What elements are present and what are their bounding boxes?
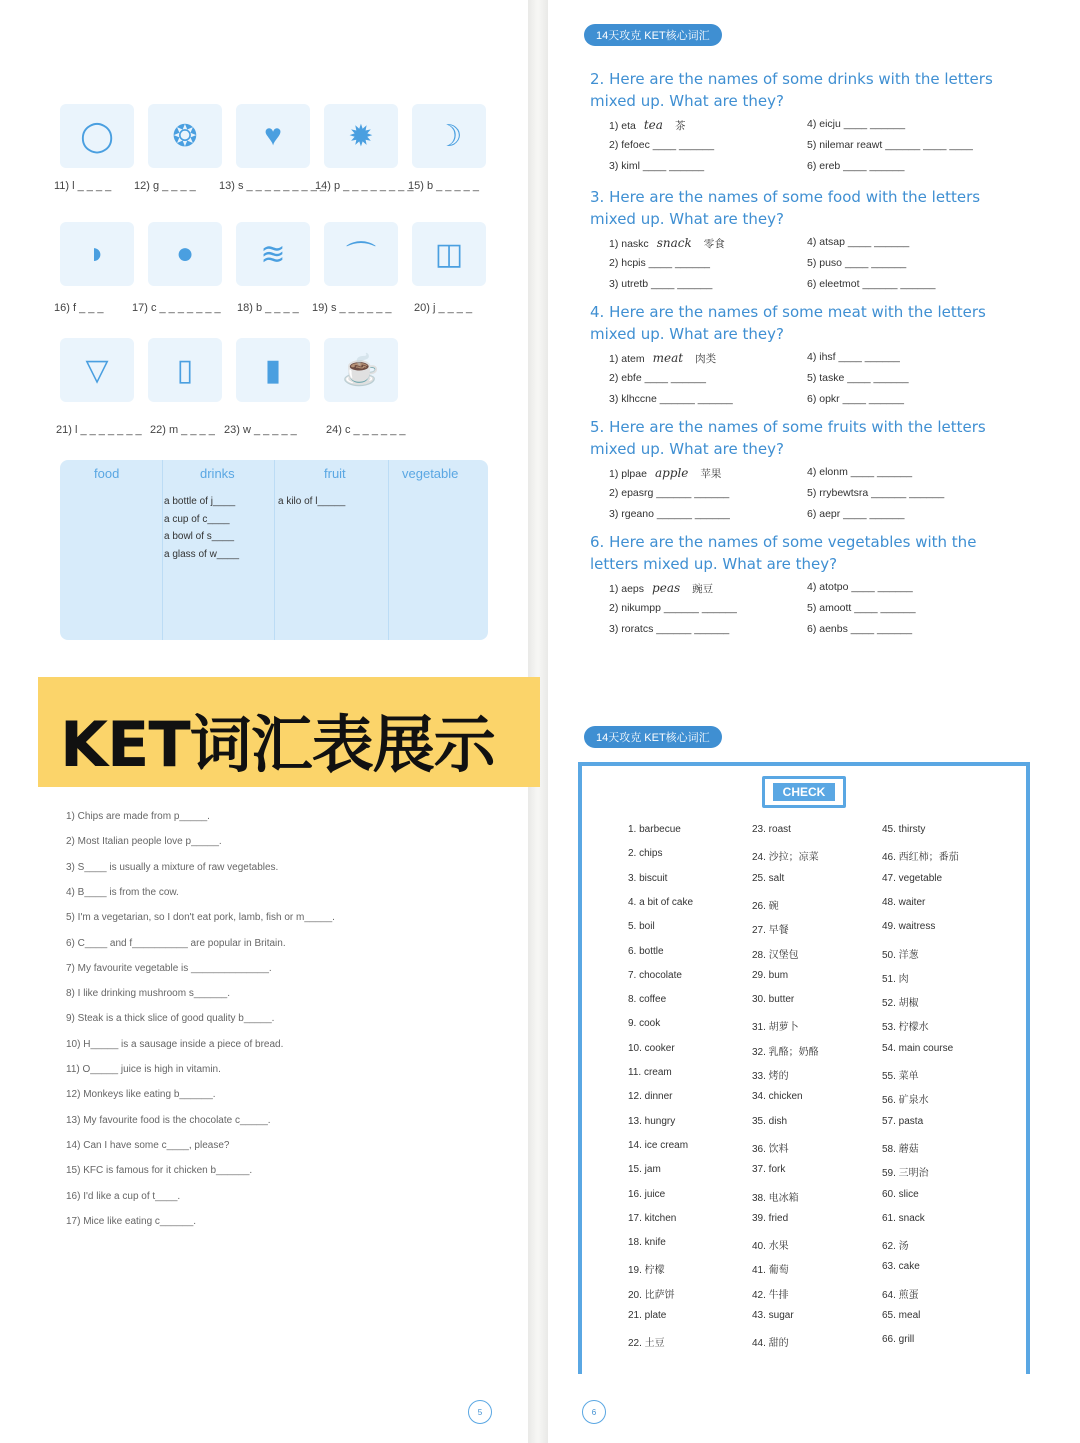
bacon-icon: ≋ [260,237,286,271]
book-banner-2: 14天攻克 KET核心词汇 [584,726,722,748]
pineapple-icon: ✹ [348,119,374,153]
check-word: 65. meal [882,1310,921,1321]
check-word: 16. juice [628,1188,666,1200]
check-word: 41. 葡萄 [752,1265,789,1277]
check-word: 59. 三明治 [882,1168,929,1180]
check-word: 34. chicken [752,1091,803,1103]
check-word: 66. grill [882,1334,915,1346]
picture-box [412,222,486,286]
check-word: 10. cooker [628,1042,675,1054]
example-chinese: 豌豆 [692,583,714,595]
question-item: 3) roratcs ______ ______ [609,623,730,635]
check-word: 18. knife [628,1237,666,1249]
check-word: 51. 肉 [882,973,909,985]
check-word: 23. roast [752,824,791,835]
sentence-item: 2) Most Italian people love p_____. [66,836,222,848]
picture-box [60,104,134,168]
check-word: 29. bum [752,969,789,981]
question-item: 2) fefoec ____ ______ [609,139,715,151]
check-word: 48. waiter [882,896,926,908]
fruit-line: a kilo of l_____ [278,496,346,507]
check-heading [762,776,846,808]
picture-box [236,338,310,402]
picture-label: 22) m _ _ _ _ [150,424,215,436]
check-word: 7. chocolate [628,969,682,981]
picture-label: 15) b _ _ _ _ _ [408,180,479,192]
question-item: 3) klhccne ______ ______ [609,393,733,405]
sentence-item: 14) Can I have some c____, please? [66,1139,230,1151]
check-word: 3. biscuit [628,872,668,884]
drinks-line: a glass of w____ [164,549,240,560]
question-title: 6. Here are the names of some vegetables with the letters mixed up. What are they? [590,533,977,573]
question-item: 4) elonm ____ ______ [807,466,913,478]
header-drinks: drinks [200,466,235,481]
check-word: 52. 胡椒 [882,998,919,1010]
check-word: 60. slice [882,1188,919,1200]
check-word: 56. 矿泉水 [882,1095,929,1107]
check-word: 17. kitchen [628,1212,677,1224]
check-word: 39. fried [752,1212,789,1224]
drinks-line: a cup of c____ [164,514,230,525]
picture-box [324,104,398,168]
sentence-item: 15) KFC is famous for it chicken b______. [66,1165,253,1177]
check-word: 31. 胡萝卜 [752,1022,799,1034]
check-word: 19. 柠檬 [628,1265,665,1277]
water-bottle-icon: ▮ [264,353,282,387]
question-item: 5) puso ____ ______ [807,257,907,269]
question-item: 2) epasrg ______ ______ [609,487,730,499]
question-item: 5) rrybewtsra ______ ______ [807,487,945,499]
category-table [60,460,488,640]
picture-box [412,104,486,168]
question-item: 1) atem meat 肉类 [609,351,717,365]
picture-box [60,338,134,402]
header-fruit: fruit [324,466,346,481]
picture-label: 12) g _ _ _ _ [134,180,196,192]
question-item: 5) amoott ____ ______ [807,602,916,614]
picture-label: 18) b _ _ _ _ [237,302,299,314]
sentence-item: 1) Chips are made from p_____. [66,811,210,822]
check-word: 42. 牛排 [752,1289,789,1301]
check-word: 53. 柠檬水 [882,1022,929,1034]
question-item: 6) aenbs ____ ______ [807,623,913,635]
check-word: 45. thirsty [882,824,926,835]
drinks-line: a bottle of j____ [164,496,236,507]
picture-label: 23) w _ _ _ _ _ [224,424,297,436]
question-item: 4) atotpo ____ ______ [807,581,913,593]
check-word: 46. 西红柿；番茄 [882,852,959,864]
picture-box [324,222,398,286]
picture-label: 14) p _ _ _ _ _ _ _ _ [315,180,414,192]
check-word: 9. cook [628,1018,661,1030]
picture-box [324,338,398,402]
picture-box [60,222,134,286]
question-item: 2) hcpis ____ ______ [609,257,710,269]
page-number: 5 [468,1400,492,1424]
sentence-item: 3) S____ is usually a mixture of raw vegetables. [66,861,279,873]
check-word: 38. 电冰箱 [752,1192,799,1204]
question-item: 3) utretb ____ ______ [609,278,713,290]
check-word: 43. sugar [752,1310,794,1321]
sentence-item: 16) I'd like a cup of t____. [66,1190,181,1202]
sentence-item: 4) B____ is from the cow. [66,886,179,898]
check-word: 25. salt [752,872,785,884]
sentence-item: 10) H_____ is a sausage inside a piece of bread. [66,1038,284,1050]
example-answer: snack [656,236,692,250]
question-item: 3) kiml ____ ______ [609,160,705,172]
check-word: 24. 沙拉；凉菜 [752,852,819,864]
example-answer: meat [652,351,684,365]
check-word: 5. boil [628,921,655,933]
question-item: 5) nilemar reawt ______ ____ ____ [807,139,973,151]
overlay-title: KET词汇表展示 [60,708,495,781]
question-item: 6) opkr ____ ______ [807,393,904,405]
question-item: 2) ebfe ____ ______ [609,372,706,384]
picture-box [236,222,310,286]
example-answer: tea [643,118,663,132]
check-word: 1. barbecue [628,824,681,835]
example-chinese: 肉类 [695,353,717,365]
check-word: 30. butter [752,994,795,1006]
check-word: 64. 煎蛋 [882,1289,919,1301]
question-item: 6) eleetmot ______ ______ [807,278,936,290]
header-food: food [94,466,120,481]
check-word: 12. dinner [628,1091,673,1103]
sentence-item: 9) Steak is a thick slice of good quality b_____. [66,1013,275,1025]
check-word: 13. hungry [628,1115,676,1127]
question-item: 2) nikumpp ______ ______ [609,602,737,614]
check-word: 14. ice cream [628,1139,689,1151]
sausage-icon: ⌒ [346,241,376,274]
question-item: 5) taske ____ ______ [807,372,909,384]
picture-box [148,222,222,286]
question-item: 4) eicju ____ ______ [807,118,906,130]
question-item: 6) ereb ____ ______ [807,160,905,172]
picture-box [148,338,222,402]
banana-icon: ☽ [435,119,463,153]
check-word: 22. 土豆 [628,1338,665,1350]
sentence-item: 5) I'm a vegetarian, so I don't eat pork, lamb, fish or m_____. [66,912,335,924]
check-word: 21. plate [628,1310,667,1321]
sentence-item: 6) C____ and f__________ are popular in Britain. [66,937,286,949]
check-word: 63. cake [882,1261,920,1273]
check-word: 49. waitress [882,921,936,933]
check-word: 35. dish [752,1115,788,1127]
question-item: 1) aeps peas 豌豆 [609,581,714,595]
check-word: 33. 烤的 [752,1071,789,1082]
question-item: 1) eta tea 茶 [609,118,686,132]
check-word: 62. 汤 [882,1241,909,1253]
header-vegetable: vegetable [402,466,459,481]
picture-box [236,104,310,168]
picture-label: 16) f _ _ _ [54,302,104,314]
check-word: 20. 比萨饼 [628,1289,675,1301]
question-item: 4) ihsf ____ ______ [807,351,900,363]
check-word: 58. 蘑菇 [882,1143,919,1155]
question-item: 1) plpae apple 苹果 [609,466,722,480]
check-word: 55. 菜单 [882,1071,919,1082]
strawberry-icon: ♥ [264,119,282,152]
picture-label: 19) s _ _ _ _ _ _ [312,302,392,314]
sentence-item: 12) Monkeys like eating b______. [66,1089,216,1101]
example-answer: peas [652,581,681,595]
question-item: 1) naskc snack 零食 [609,236,725,250]
check-word: 40. 水果 [752,1241,789,1253]
question-title: 4. Here are the names of some meat with the letters mixed up. What are they? [590,303,986,343]
example-answer: apple [654,466,689,480]
check-word: 26. 碗 [752,900,779,912]
check-word: 44. 甜的 [752,1338,789,1350]
picture-label: 13) s _ _ _ _ _ _ _ _ _ [219,180,327,192]
coffee-icon: ☕ [342,353,380,387]
sentence-item: 13) My favourite food is the chocolate c_____. [66,1114,271,1126]
picture-label: 20) j _ _ _ _ [414,302,473,314]
sentence-item: 8) I like drinking mushroom s______. [66,988,230,1000]
picture-label: 24) c _ _ _ _ _ _ [326,424,406,436]
milk-icon: ▯ [176,353,194,387]
check-word: 61. snack [882,1212,925,1224]
example-chinese: 茶 [674,120,686,132]
check-word: 37. fork [752,1164,786,1176]
example-chinese: 苹果 [700,468,722,480]
drinks-line: a bowl of s____ [164,531,235,542]
question-title: 5. Here are the names of some fruits with the letters mixed up. What are they? [590,418,986,458]
check-label: CHECK [773,783,836,801]
question-item: 3) rgeano ______ ______ [609,508,730,520]
juice-icon: ◫ [434,237,464,271]
page-number: 6 [582,1400,606,1424]
picture-box [148,104,222,168]
lemon-icon: ◯ [80,119,114,153]
book-banner: 14天攻克 KET核心词汇 [584,24,722,46]
picture-label: 11) l _ _ _ _ [54,180,112,192]
check-word: 28. 汉堡包 [752,949,799,961]
check-word: 8. coffee [628,994,667,1006]
check-word: 54. main course [882,1042,954,1054]
picture-label: 21) l _ _ _ _ _ _ _ [56,424,142,436]
question-item: 6) aepr ____ ______ [807,508,905,520]
check-word: 2. chips [628,848,663,860]
sentence-item: 11) O_____ juice is high in vitamin. [66,1064,221,1075]
check-word: 36. 饮料 [752,1143,789,1155]
question-title: 3. Here are the names of some food with the letters mixed up. What are they? [590,188,981,228]
question-item: 4) atsap ____ ______ [807,236,910,248]
grapes-icon: ❂ [172,119,198,153]
overlay-title-box [38,677,540,787]
chicken-icon: ● [175,237,195,270]
example-chinese: 零食 [703,238,725,250]
fish-icon: ◗ [87,237,107,270]
check-word: 27. 早餐 [752,925,789,937]
lemonade-icon: ▽ [85,353,109,387]
check-word: 57. pasta [882,1115,924,1127]
check-word: 47. vegetable [882,872,943,884]
check-word: 11. cream [628,1067,672,1078]
check-word: 4. a bit of cake [628,896,694,908]
check-word: 50. 洋葱 [882,949,919,961]
sentence-item: 7) My favourite vegetable is ______________. [66,962,272,974]
sentence-item: 17) Mice like eating c______. [66,1215,197,1227]
check-word: 32. 乳酪；奶酪 [752,1046,819,1058]
check-word: 15. jam [628,1164,661,1176]
question-title: 2. Here are the names of some drinks with the letters mixed up. What are they? [590,70,993,110]
check-word: 6. bottle [628,945,664,957]
picture-label: 17) c _ _ _ _ _ _ _ [132,302,221,314]
